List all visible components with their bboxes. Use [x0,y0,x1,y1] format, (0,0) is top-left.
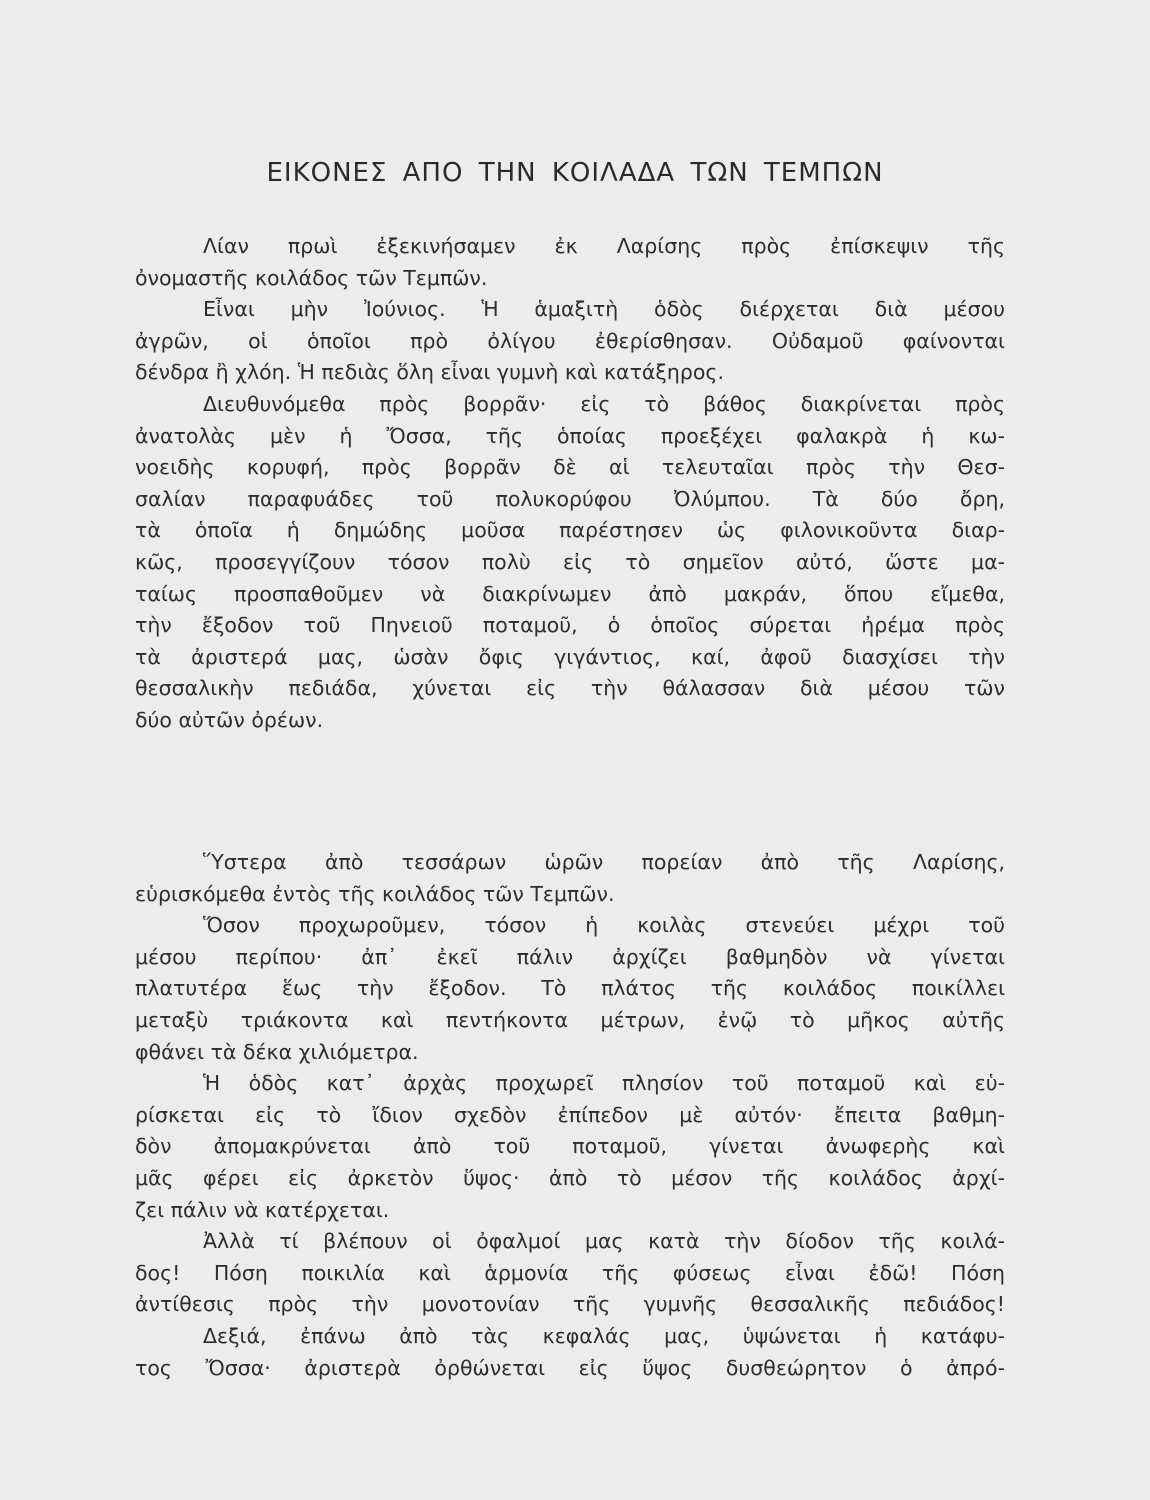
text-line: Ἡ ὁδὸς κατ᾽ ἀρχὰς προχωρεῖ πλησίον τοῦ ποταμοῦ καὶ εὑ- [203,1071,1005,1096]
paragraph [135,294,1005,389]
text-line: δος! Πόση ποικιλία καὶ ἁρμονία τῆς φύσεως εἶναι ἐδῶ! Πόση [135,1260,1005,1285]
text-line: φθάνει τὰ δέκα χιλιόμετρα. [135,1039,419,1064]
paragraph [135,1068,1005,1226]
text-line: μεταξὺ τριάκοντα καὶ πεντήκοντα μέτρων, ἐνῷ τὸ μῆκος αὐτῆς [135,1007,1005,1032]
text-line: τὰ ὁποῖα ἡ δημώδης μοῦσα παρέστησεν ὡς φιλονικοῦντα διαρ- [135,518,1005,543]
text-line: ζει πάλιν νὰ κατέρχεται. [135,1197,390,1222]
text-line: μᾶς φέρει εἰς ἀρκετὸν ὕψος· ἀπὸ τὸ μέσον τῆς κοιλάδος ἀρχί- [135,1165,1005,1190]
text-line: δύο αὐτῶν ὀρέων. [135,707,324,732]
paragraph [135,1226,1005,1321]
text-line: εὑρισκόμεθα ἐντὸς τῆς κοιλάδος τῶν Τεμπῶν. [135,881,615,906]
paragraph [135,847,1005,910]
text-line: τὰ ἀριστερά μας, ὡσὰν ὄφις γιγάντιος, καί, ἀφοῦ διασχίσει τὴν [135,644,1005,669]
section-1 [135,231,1005,737]
paragraph [135,910,1005,1068]
text-line: κῶς, προσεγγίζουν τόσον πολὺ εἰς τὸ σημεῖον αὐτό, ὥστε μα- [135,549,1005,574]
text-line: σαλίαν παραφυάδες τοῦ πολυκορύφου Ὀλύμπου. Τὰ δύο ὄρη, [135,486,1005,511]
text-line: μέσου περίπου· ἀπ᾽ ἐκεῖ πάλιν ἀρχίζει βαθμηδὸν νὰ γίνεται [135,944,1005,969]
text-line: δένδρα ἢ χλόη. Ἡ πεδιὰς ὅλη εἶναι γυμνὴ καὶ κατάξηρος. [135,360,724,385]
text-line: Ὅσον προχωροῦμεν, τόσον ἡ κοιλὰς στενεύει μέχρι τοῦ [203,913,1005,938]
text-line: Λίαν πρωὶ ἐξεκινήσαμεν ἐκ Λαρίσης πρὸς ἐπίσκεψιν τῆς [203,234,1005,258]
text-line: πλατυτέρα ἕως τὴν ἔξοδον. Τὸ πλάτος τῆς κοιλάδος ποικίλλει [135,976,1005,1001]
text-line: τὴν ἔξοδον τοῦ Πηνειοῦ ποταμοῦ, ὁ ὁποῖος σύρεται ἠρέμα πρὸς [135,613,1005,638]
text-line: ὀνομαστῆς κοιλάδος τῶν Τεμπῶν. [135,265,488,290]
paragraph [135,231,1005,294]
text-line: νοειδὴς κορυφή, πρὸς βορρᾶν δὲ αἱ τελευταῖαι πρὸς τὴν Θεσ- [135,455,1005,480]
text-line: ἀνατολὰς μὲν ἡ Ὄσσα, τῆς ὁποίας προεξέχει φαλακρὰ ἡ κω- [135,423,1005,448]
page-title: ΕΙΚΟΝΕΣ ΑΠΟ ΤΗΝ ΚΟΙΛΑΔΑ ΤΩΝ ΤΕΜΠΩΝ [266,158,884,188]
paragraph [135,389,1005,737]
text-line: Ἀλλὰ τί βλέπουν οἱ ὀφαλμοί μας κατὰ τὴν δίοδον τῆς κοιλά- [203,1229,1005,1254]
paragraph [135,1321,1005,1384]
text-line: Ὕστερα ἀπὸ τεσσάρων ὡρῶν πορείαν ἀπὸ τῆς Λαρίσης, [203,850,1005,874]
text-line: ρίσκεται εἰς τὸ ἴδιον σχεδὸν ἐπίπεδον μὲ αὐτόν· ἔπειτα βαθμη- [135,1102,1005,1127]
section-2 [135,847,1005,1384]
text-line: Εἶναι μὴν Ἰούνιος. Ἡ ἁμαξιτὴ ὁδὸς διέρχεται διὰ μέσου [203,297,1005,322]
text-line: θεσσαλικὴν πεδιάδα, χύνεται εἰς τὴν θάλασσαν διὰ μέσου τῶν [135,676,1005,701]
text-line: Διευθυνόμεθα πρὸς βορρᾶν· εἰς τὸ βάθος διακρίνεται πρὸς [203,391,1005,416]
text-line: Δεξιά, ἐπάνω ἀπὸ τὰς κεφαλάς μας, ὑψώνεται ἡ κατάφυ- [203,1323,1005,1348]
text-line: ἀντίθεσις πρὸς τὴν μονοτονίαν τῆς γυμνῆς θεσσαλικῆς πεδιάδος! [135,1292,1005,1317]
text-line: δὸν ἀπομακρύνεται ἀπὸ τοῦ ποταμοῦ, γίνεται ἀνωφερὴς καὶ [135,1134,1005,1159]
text-line: τος Ὄσσα· ἀριστερὰ ὀρθώνεται εἰς ὕψος δυσθεώρητον ὁ ἀπρό- [135,1355,1005,1380]
text-line: ταίως προσπαθοῦμεν νὰ διακρίνωμεν ἀπὸ μακράν, ὅπου εἴμεθα, [135,581,1005,606]
text-line: ἀγρῶν, οἱ ὁποῖοι πρὸ ὀλίγου ἐθερίσθησαν. Οὐδαμοῦ φαίνονται [135,328,1005,353]
